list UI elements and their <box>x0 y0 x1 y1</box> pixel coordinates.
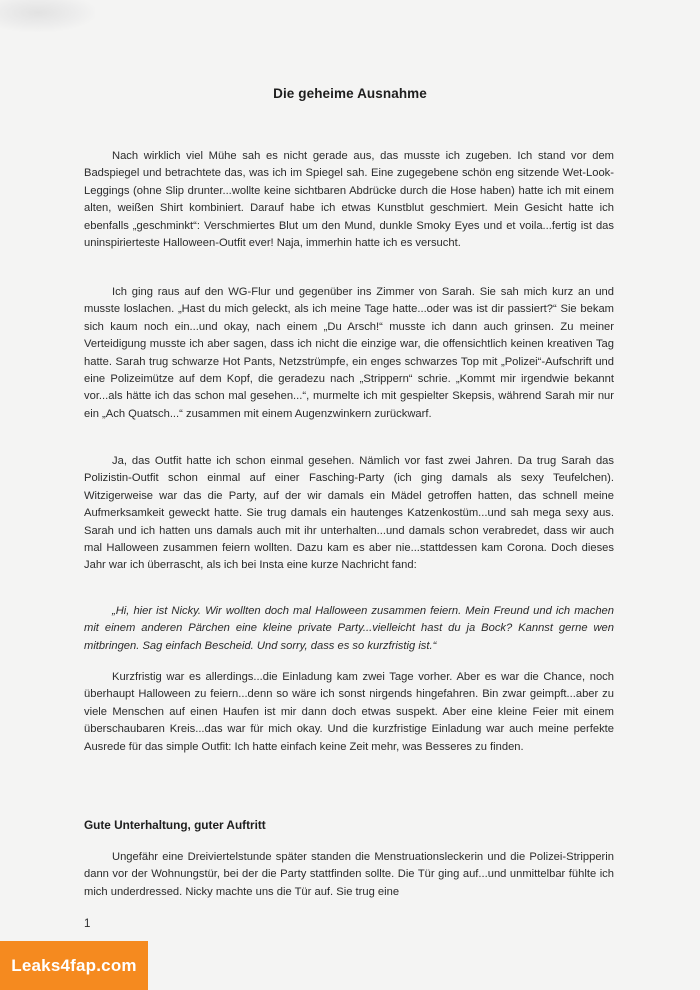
paragraph-text: Ich ging raus auf den WG-Flur und gegenüber ins Zimmer von Sarah. Sie sah mich kurz an und musste loslachen. „Hast du mich geleckt, als ich meine Tage hatte...oder was ist dir passiert?“ Sie bekam sich kaum noch ein...und okay, nach einem „Du Arsch!“ musste ich dann auch grinsen. Zu meiner Verteidigung musste ich aber sagen, dass ich nicht die einzige war, die offensichtlich keinen kreativen Tag hatte. Sarah trug schwarze Hot Pants, Netzstrümpfe, ein enges schwarzes Top mit „Polizei“-Aufschrift und eine Polizeimütze auf dem Kopf, die geradezu nach „Strippern“ schrie. „Kommt mir irgendwie bekannt vor...als hätte ich das schon mal gesehen...“, murmelte ich mit gespielter Skepsis, während Sarah mir nur ein „Ach Quatsch...“ zusammen mit einem Augenzwinkern zurückwarf. <box>84 286 614 420</box>
paragraph-text: Ungefähr eine Dreiviertelstunde später standen die Menstruationsleckerin und die Polizei-Stripperin dann vor der Wohnungstür, bei der die Party stattfinden sollte. Die Tür ging auf...und unmittelbar fühlte ich mich underdressed. Nicky machte uns die Tür auf. Sie trug eine <box>84 851 614 898</box>
paragraph-text: Nach wirklich viel Mühe sah es nicht gerade aus, das musste ich zugeben. Ich stand vor dem Badspiegel und betrachtete das, was ich im Spiegel sah. Eine zugegebene schön eng sitzende Wet-Look-Leggings (ohne Slip drunter...wollte keine sichtbaren Abdrücke durch die Hose haben) hatte ich mit einem alten, weißen Shirt kombiniert. Darauf habe ich etwas Kunstblut geschmiert. Mein Gesicht hatte ich ebenfalls „geschminkt“: Verschmiertes Blut um den Mund, dunkle Smoky Eyes und et voila...fertig ist das uninspirierteste Halloween-Outfit ever! Naja, immerhin hatte ich es versucht. <box>84 150 614 250</box>
paragraph-2 <box>84 284 614 423</box>
paragraph-3 <box>84 453 614 575</box>
paragraph-text: „Hi, hier ist Nicky. Wir wollten doch mal Halloween zusammen feiern. Mein Freund und ich machen mit einem anderen Pärchen eine kleine private Party...vielleicht hast du ja Bock? Kannst gerne wen mitbringen. Sag einfach Bescheid. Und sorry, dass es so kurzfristig ist.“ <box>84 605 614 652</box>
paragraph-text: Kurzfristig war es allerdings...die Einladung kam zwei Tage vorher. Aber es war die Chance, noch überhaupt Halloween zu feiern...denn so wäre ich sonst nirgends hingefahren. Bin zwar geimpft...aber zu viele Menschen auf einen Haufen ist mir dann doch etwas suspekt. Aber eine kleine Feier mit einem überschaubaren Kreis...das war für mich okay. Und die kurzfristige Einladung war auch meine perfekte Ausrede für das simple Outfit: Ich hatte einfach keine Zeit mehr, was Besseres zu finden. <box>84 671 614 753</box>
paragraph-text: Ja, das Outfit hatte ich schon einmal gesehen. Nämlich vor fast zwei Jahren. Da trug Sarah das Polizistin-Outfit schon einmal auf einer Fasching-Party (ich ging damals als sexy Teufelchen). Witzigerweise war das die Party, auf der wir damals ein Mädel getroffen hatten, das schnell meine Aufmerksamkeit geweckt hatte. Sie trug damals ein hautenges Katzenkostüm...und sah mega sexy aus. Sarah und ich hatten uns damals auch mit ihr unterhalten...und damals schon verabredet, dass wir auch mal Halloween zusammen feiern wollten. Dazu kam es aber nie...stattdessen kam Corona. Doch dieses Jahr war ich überrascht, als ich bei Insta eine kurze Nachricht fand: <box>84 455 614 572</box>
section-heading: Gute Unterhaltung, guter Auftritt <box>84 818 266 832</box>
page-number: 1 <box>84 918 91 930</box>
paragraph-1 <box>84 148 614 252</box>
scan-smudge <box>0 0 95 32</box>
section-paragraph <box>84 849 614 901</box>
document-title: Die geheime Ausnahme <box>273 86 427 101</box>
quoted-message <box>84 603 614 655</box>
watermark-link[interactable]: Leaks4fap.com <box>0 941 148 990</box>
paragraph-5 <box>84 669 614 756</box>
